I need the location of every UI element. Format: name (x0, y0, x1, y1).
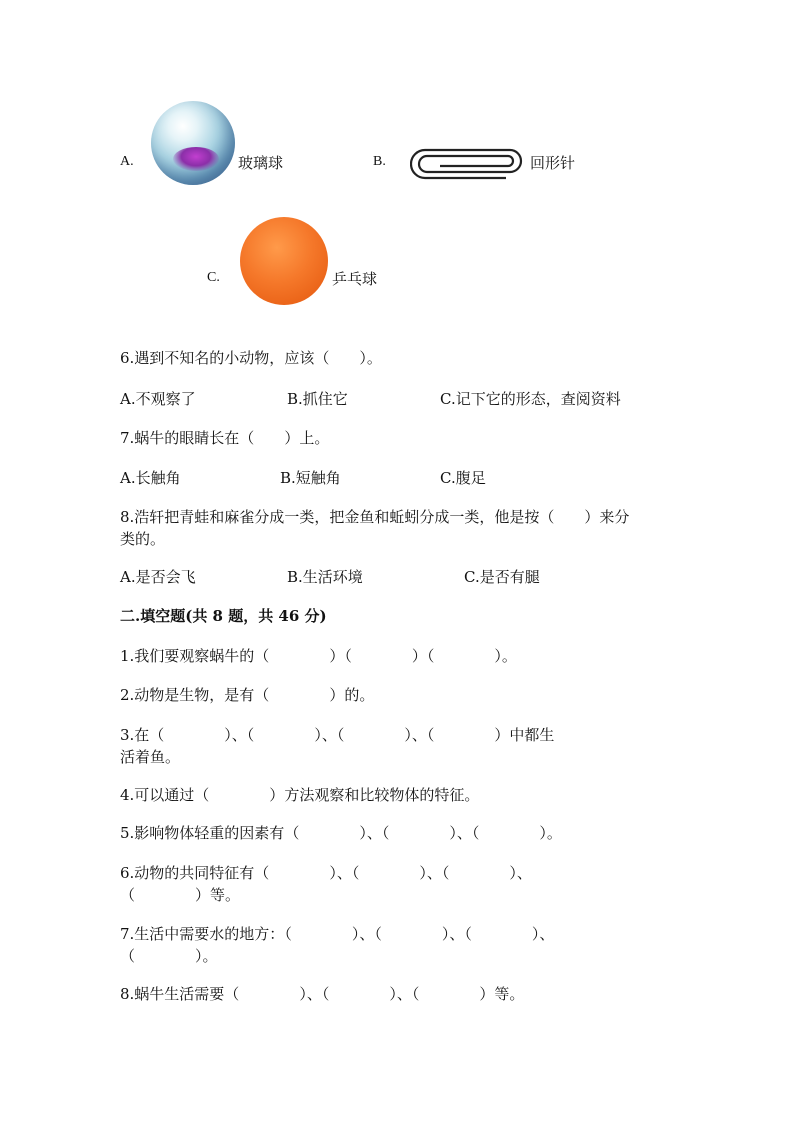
q6-option-b: B.抓住它 (287, 390, 348, 408)
q6-option-c: C.记下它的形态，查阅资料 (440, 390, 621, 408)
fill-question-2: 2.动物是生物，是有（ ）的。 (120, 686, 375, 704)
q6-option-a: A.不观察了 (120, 390, 196, 408)
q8-option-a: A.是否会飞 (120, 568, 196, 586)
q7-option-a: A.长触角 (120, 469, 181, 487)
question-8-text-line1: 8.浩轩把青蛙和麻雀分成一类，把金鱼和蚯蚓分成一类，他是按（ ）来分 (120, 508, 630, 526)
option-a-label: 玻璃球 (238, 154, 284, 172)
fill-question-6-line1: 6.动物的共同特征有（ ）、（ ）、（ ）、 (120, 864, 532, 882)
glass-ball-icon (151, 101, 235, 185)
q7-option-b: B.短触角 (280, 469, 341, 487)
fill-question-8: 8.蜗牛生活需要（ ）、（ ）、（ ）等。 (120, 985, 525, 1003)
option-a-letter: A. (120, 154, 134, 169)
section-title: 二.填空题(共 8 题，共 46 分) (120, 607, 327, 625)
q8-option-c: C.是否有腿 (464, 568, 540, 586)
fill-question-7-line2: （ ）。 (120, 947, 218, 965)
fill-question-5: 5.影响物体轻重的因素有（ ）、（ ）、（ ）。 (120, 824, 562, 842)
fill-question-3-line1: 3.在（ ）、（ ）、（ ）、（ ）中都生 (120, 726, 555, 744)
ping-pong-ball-icon (240, 217, 328, 305)
fill-question-1: 1.我们要观察蜗牛的（ ）（ ）（ ）。 (120, 647, 517, 665)
question-7-text: 7.蜗牛的眼睛长在（ ）上。 (120, 429, 330, 447)
option-c-letter: C. (207, 270, 220, 285)
q7-option-c: C.腹足 (440, 469, 486, 487)
question-6-text: 6.遇到不知名的小动物，应该（ ）。 (120, 349, 382, 367)
option-b-label: 回形针 (530, 154, 576, 172)
question-8-text-line2: 类的。 (120, 530, 166, 548)
paperclip-icon (410, 148, 524, 182)
q8-option-b: B.生活环境 (287, 568, 363, 586)
option-b-letter: B. (373, 154, 386, 169)
fill-question-7-line1: 7.生活中需要水的地方：（ ）、（ ）、（ ）、 (120, 925, 555, 943)
fill-question-3-line2: 活着鱼。 (120, 748, 181, 766)
fill-question-4: 4.可以通过（ ）方法观察和比较物体的特征。 (120, 786, 480, 804)
fill-question-6-line2: （ ）等。 (120, 886, 241, 904)
option-c-label: 乒乓球 (332, 270, 378, 288)
